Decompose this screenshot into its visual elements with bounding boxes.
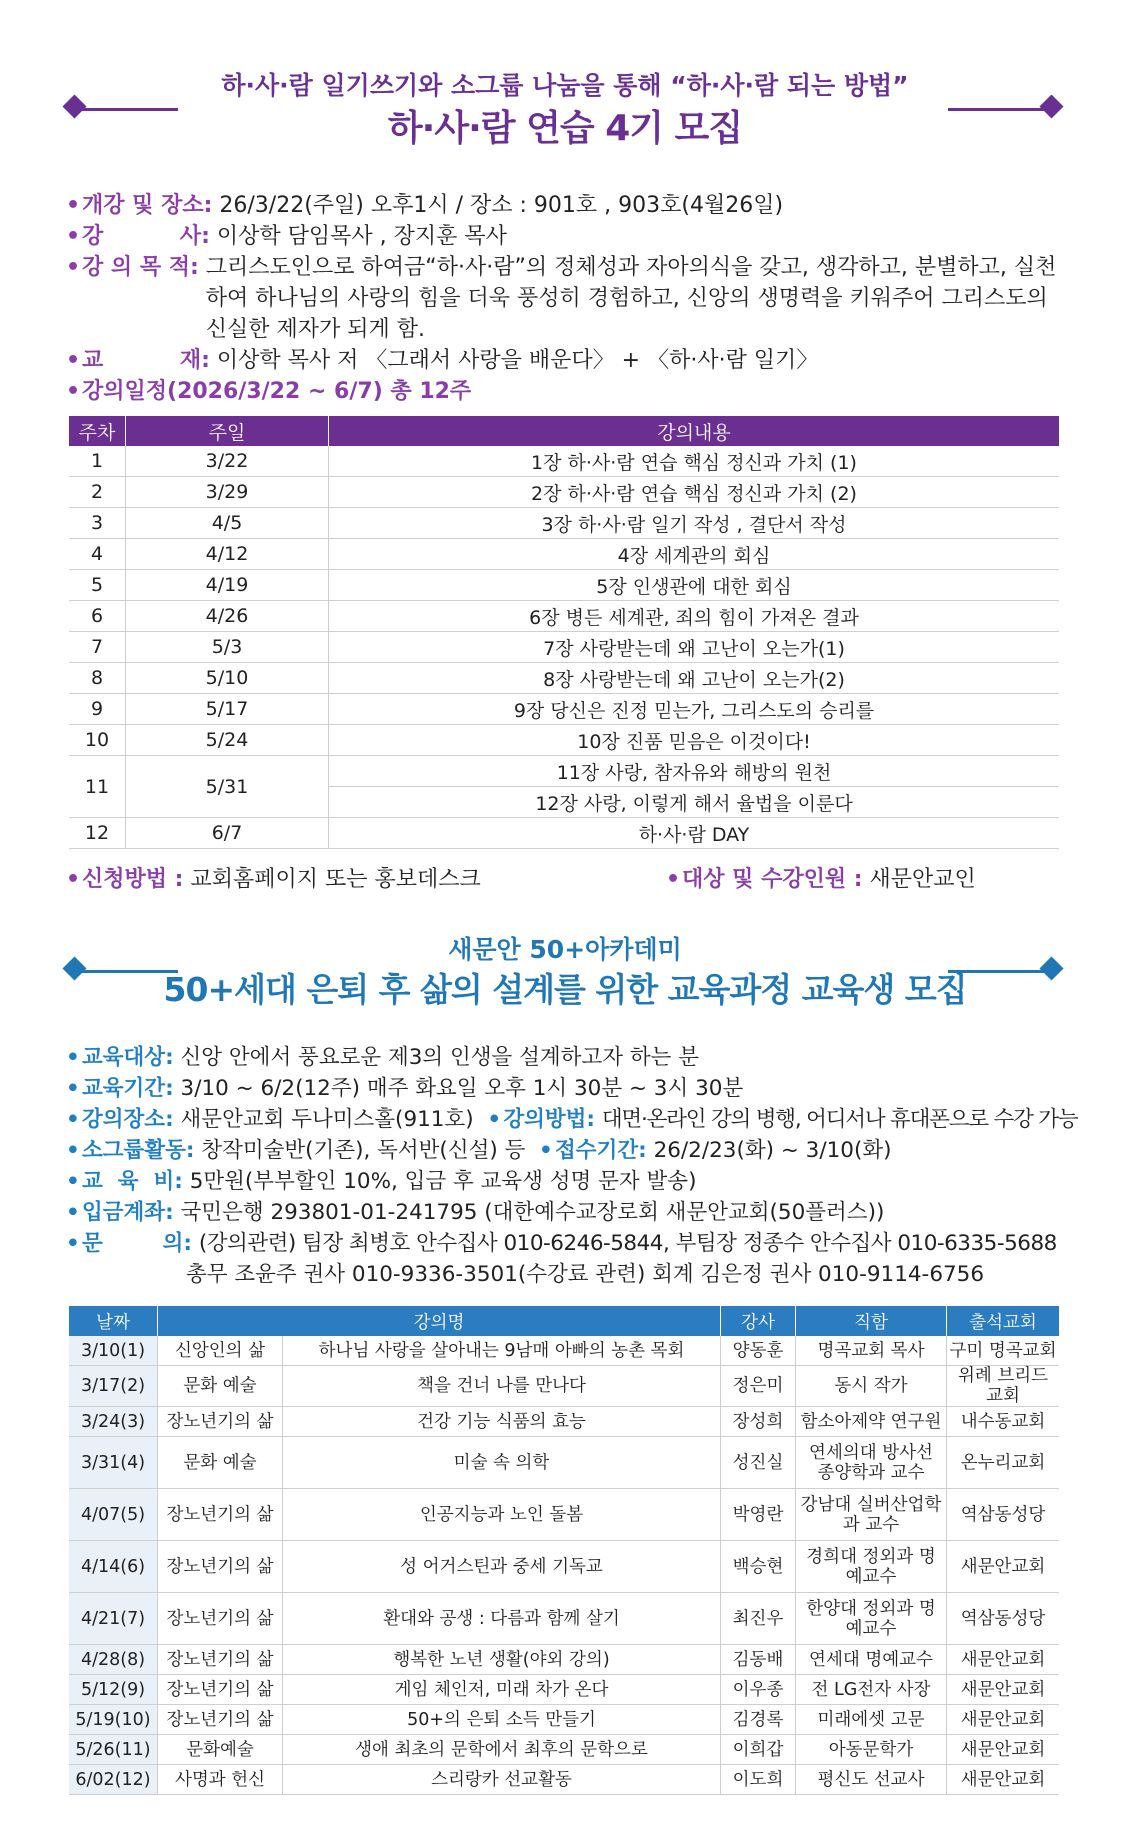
cell-cat: 사명과 헌신: [158, 1765, 283, 1795]
schedule-table: [69, 416, 1059, 849]
table-row: 5 4/19 5장 인생관에 대한 회심: [69, 570, 1059, 601]
cell-cat: 장노년기의 삶: [158, 1489, 283, 1541]
table-row: 12장 사랑, 이렇게 해서 율법을 이룬다: [69, 787, 1059, 818]
table-row: 12 6/7 하·사·람 DAY: [69, 818, 1059, 849]
info-value: 이상학 담임목사 , 장지훈 목사: [216, 224, 507, 249]
cell-date: 4/28(8): [69, 1645, 158, 1675]
cell-date: 3/17(2): [69, 1366, 158, 1407]
cell-cat: 장노년기의 삶: [158, 1675, 283, 1705]
cell-cat: 문화 예술: [158, 1437, 283, 1489]
table-row: [69, 1437, 1059, 1489]
table-row: [69, 1705, 1059, 1735]
cell-lecturer: 김동배: [721, 1645, 796, 1675]
table-row: [69, 1366, 1059, 1407]
cell-title: 환대와 공생 : 다름과 함께 살기: [283, 1593, 721, 1645]
cell-position: 한양대 정외과 명예교수: [796, 1593, 947, 1645]
info-value: 그리스도인으로 하여금“하·사·람”의 정체성과 자아의식을 갖고, 생각하고, 분별하고, 실천하여 하나님의 사랑의 힘을 더욱 풍성히 경험하고, 신앙의 생명력을 키워주어 그리스도의 신실한 제자가 되게 함.: [205, 255, 1057, 342]
cell-position: 아동문학가: [796, 1735, 947, 1765]
table-row: 11 5/31 11장 사랑, 참자유와 해방의 원천: [69, 756, 1059, 787]
cell-title: 생애 최초의 문학에서 최후의 문학으로: [283, 1735, 721, 1765]
col-church: 출석교회: [947, 1306, 1060, 1336]
table-row: 7 5/3 7장 사랑받는데 왜 고난이 오는가(1): [69, 632, 1059, 663]
cell-cat: 신앙인의 삶: [158, 1336, 283, 1366]
cell-position: 강남대 실버산업학과 교수: [796, 1489, 947, 1541]
cell-lecturer: 이희갑: [721, 1735, 796, 1765]
target-value: 새문안교인: [869, 867, 976, 892]
cell-church: 구미 명곡교회: [947, 1336, 1060, 1366]
cell-church: 역삼동성당: [947, 1489, 1060, 1541]
cell-church: 새문안교회: [947, 1735, 1060, 1765]
table-row: 6 4/26 6장 병든 세계관, 죄의 힘이 가져온 결과: [69, 601, 1059, 632]
table-row: 2 3/29 2장 하·사·람 연습 핵심 정신과 가치 (2): [69, 477, 1059, 508]
table-row: 3 4/5 3장 하·사·람 일기 작성 , 결단서 작성: [69, 508, 1059, 539]
academy-info: • 교육대상: 신앙 안에서 풍요로운 제3의 인생을 설계하고자 하는 분 • 교육기간: 3/10 ~ 6/2(12주) 매주 화요일 오후 1시 30분 ~ 3시 30분 • 강의장소: 새문안교회 두나미스홀(911호) • 강의방법: 대면·온라인 강의 병행, 어디서나 휴대폰으로 수강 가능 • 소그룹활동: 창작미술반(기존), 독서반(신설) 등 • 접수기간: 26/2/23(화) ~ 3/10(화) • 교 육 비: 5만원(부부할인 10%, 입금 후 교육생 성명 문자 발송) • 입금계좌: 국민은행 293801-01-241795 (대한예수교장로회 새문안교회(50플러스)) • 문 의: (강의관련) 팀장 최병호 안수집사 010-6246-5844, 부팀장 정종수 안수집사 010-6335-5688 총무 조윤주 권사 010-9336-3501(수강료 관련) 회계 김은정 권사 010-9114-6756: [66, 1045, 1078, 1287]
cell-title: 미술 속 의학: [283, 1437, 721, 1489]
cell-church: 온누리교회: [947, 1437, 1060, 1489]
col-lecturer: 강사: [721, 1306, 796, 1336]
table-row: [69, 1645, 1059, 1675]
cell-church: 새문안교회: [947, 1705, 1060, 1735]
cell-title: 50+의 은퇴 소득 만들기: [283, 1705, 721, 1735]
table-row: 8 5/10 8장 사랑받는데 왜 고난이 오는가(2): [69, 663, 1059, 694]
section-header: [0, 66, 1130, 166]
col-position: 직함: [796, 1306, 947, 1336]
cell-position: 전 LG전자 사장: [796, 1675, 947, 1705]
cell-title: 인공지능과 노인 돌봄: [283, 1489, 721, 1541]
table-row: [69, 1336, 1059, 1366]
cell-position: 동시 작가: [796, 1366, 947, 1407]
info-label: 교 재:: [82, 348, 210, 373]
cell-title: 하나님 사랑을 살아내는 9남매 아빠의 농촌 목회: [283, 1336, 721, 1366]
apply-info: •신청방법 : 교회홈페이지 또는 홍보데스크: [66, 867, 481, 892]
table-row: [69, 1765, 1059, 1795]
cell-date: 4/14(6): [69, 1541, 158, 1593]
cell-church: 새문안교회: [947, 1645, 1060, 1675]
col-content: 강의내용: [329, 416, 1060, 446]
cell-date: 3/24(3): [69, 1407, 158, 1437]
section-subtitle: 새문안 50+아카데미: [448, 935, 682, 964]
info-value: 26/3/22(주일) 오후1시 / 장소 : 901호 , 903호(4월26일): [219, 193, 784, 218]
academy-table: [69, 1306, 1059, 1795]
apply-label: 신청방법 :: [82, 867, 184, 892]
section-academy: [0, 930, 1130, 1030]
cell-church: 위례 브리드 교회: [947, 1366, 1060, 1407]
section-header: [0, 930, 1130, 1030]
cell-cat: 장노년기의 삶: [158, 1593, 283, 1645]
col-date: 주일: [126, 416, 329, 446]
cell-lecturer: 성진실: [721, 1437, 796, 1489]
cell-church: 새문안교회: [947, 1675, 1060, 1705]
info-label: 강 사:: [82, 224, 210, 249]
info-label: 개강 및 장소:: [82, 193, 213, 218]
cell-lecturer: 박영란: [721, 1489, 796, 1541]
cell-title: 건강 기능 식품의 효능: [283, 1407, 721, 1437]
section-hasaram: [0, 66, 1130, 166]
target-label: 대상 및 수강인원 :: [682, 867, 863, 892]
table-row: [69, 1675, 1059, 1705]
cell-church: 새문안교회: [947, 1765, 1060, 1795]
cell-position: 경희대 정외과 명예교수: [796, 1541, 947, 1593]
cell-lecturer: 이도희: [721, 1765, 796, 1795]
table-row: [69, 1593, 1059, 1645]
course-info: •개강 및 장소: 26/3/22(주일) 오후1시 / 장소 : 901호 , 903호(4월26일) •강 사: 이상학 담임목사 , 장지훈 목사 •강 의 목 적: 그리스도인으로 하여금“하·사·람”의 정체성과 자아의식을 갖고, 생각하고, 분별하고, 실천하여 하나님의 사랑의 힘을 더욱 풍성히 경험하고, 신앙의 생명력을 키워주어 그리스도의 신실한 제자가 되게 함. •교 재: 이상학 목사 저 〈그래서 사랑을 배운다〉 + 〈하·사·람 일기〉 •강의일정(2026/3/22 ~ 6/7) 총 12주: [66, 190, 1066, 407]
cell-church: 내수동교회: [947, 1407, 1060, 1437]
table-row: 10 5/24 10장 진품 믿음은 이것이다!: [69, 725, 1059, 756]
cell-date: 4/21(7): [69, 1593, 158, 1645]
cell-lecturer: 정은미: [721, 1366, 796, 1407]
cell-date: 3/10(1): [69, 1336, 158, 1366]
cell-title: 행복한 노년 생활(야외 강의): [283, 1645, 721, 1675]
cell-title: 책을 건너 나를 만나다: [283, 1366, 721, 1407]
target-info: •대상 및 수강인원 : 새문안교인: [666, 867, 976, 892]
col-date: 날짜: [69, 1306, 158, 1336]
section-title: 하·사·람 연습 4기 모집: [387, 108, 743, 149]
cell-title: 스리랑카 선교활동: [283, 1765, 721, 1795]
table-row: [69, 1541, 1059, 1593]
cell-position: 명곡교회 목사: [796, 1336, 947, 1366]
cell-date: 5/19(10): [69, 1705, 158, 1735]
cell-cat: 장노년기의 삶: [158, 1645, 283, 1675]
apply-value: 교회홈페이지 또는 홍보데스크: [190, 867, 481, 892]
cell-cat: 문화예술: [158, 1735, 283, 1765]
cell-position: 미래에셋 고문: [796, 1705, 947, 1735]
cell-church: 역삼동성당: [947, 1593, 1060, 1645]
table-row: [69, 1407, 1059, 1437]
cell-cat: 장노년기의 삶: [158, 1407, 283, 1437]
info-value: 이상학 목사 저 〈그래서 사랑을 배운다〉 + 〈하·사·람 일기〉: [216, 348, 819, 373]
cell-date: 6/02(12): [69, 1765, 158, 1795]
section-title: 50+세대 은퇴 후 삶의 설계를 위한 교육과정 교육생 모집: [163, 970, 967, 1009]
cell-date: 5/12(9): [69, 1675, 158, 1705]
cell-date: 5/26(11): [69, 1735, 158, 1765]
table-row: 9 5/17 9장 당신은 진정 믿는가, 그리스도의 승리를: [69, 694, 1059, 725]
section-subtitle: 하·사·람 일기쓰기와 소그룹 나눔을 통해 “하·사·람 되는 방법”: [221, 71, 909, 100]
col-week: 주차: [69, 416, 126, 446]
table-row: 1 3/22 1장 하·사·람 연습 핵심 정신과 가치 (1): [69, 446, 1059, 477]
schedule-label: 강의일정(2026/3/22 ~ 6/7) 총 12주: [82, 379, 472, 404]
cell-position: 연세대 명예교수: [796, 1645, 947, 1675]
cell-lecturer: 백승현: [721, 1541, 796, 1593]
col-title: 강의명: [158, 1306, 721, 1336]
cell-position: 연세의대 방사선 종양학과 교수: [796, 1437, 947, 1489]
cell-lecturer: 이우종: [721, 1675, 796, 1705]
cell-lecturer: 장성희: [721, 1407, 796, 1437]
cell-position: 함소아제약 연구원: [796, 1407, 947, 1437]
cell-cat: 문화 예술: [158, 1366, 283, 1407]
cell-lecturer: 김경록: [721, 1705, 796, 1735]
cell-position: 평신도 선교사: [796, 1765, 947, 1795]
cell-lecturer: 최진우: [721, 1593, 796, 1645]
cell-cat: 장노년기의 삶: [158, 1541, 283, 1593]
cell-lecturer: 양동훈: [721, 1336, 796, 1366]
cell-title: 게임 체인저, 미래 차가 온다: [283, 1675, 721, 1705]
cell-date: 4/07(5): [69, 1489, 158, 1541]
cell-cat: 장노년기의 삶: [158, 1705, 283, 1735]
cell-title: 성 어거스틴과 중세 기독교: [283, 1541, 721, 1593]
cell-church: 새문안교회: [947, 1541, 1060, 1593]
table-row: [69, 1489, 1059, 1541]
cell-date: 3/31(4): [69, 1437, 158, 1489]
info-label: 강 의 목 적:: [82, 255, 199, 280]
table-row: 4 4/12 4장 세계관의 회심: [69, 539, 1059, 570]
table-row: [69, 1735, 1059, 1765]
